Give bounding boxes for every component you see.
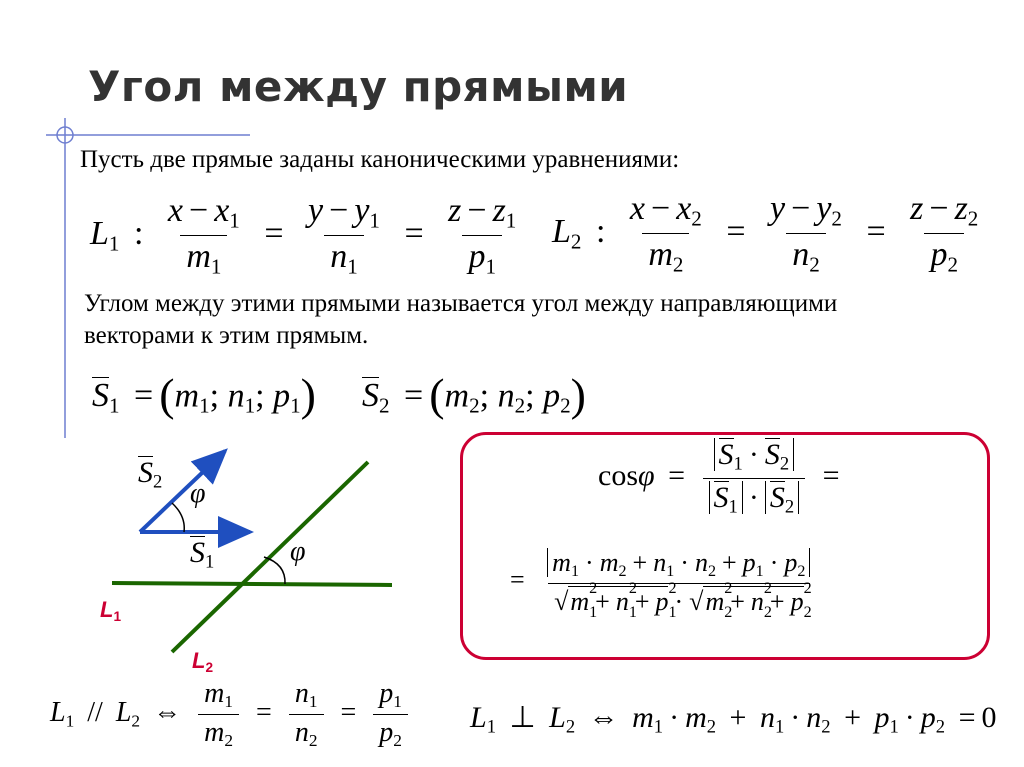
vector-s1-definition: $S_1 = (m_1$; $n_1$; $p_1$) xyxy=(92,369,316,420)
cosine-formula-bottom: = $m_1 \cdot m_2 + n_1 \cdot n_2 + p_1 \cdot p_2$ √m 2 1 + n 2 1 + p 2 1 · √m 2 2 + n 2 2 + p 2 2 xyxy=(510,548,812,622)
vector-s2-definition: $S_2 = (m_2$; $n_2$; $p_2$) xyxy=(362,369,586,420)
angle-arc-top xyxy=(172,503,184,532)
angle-label-bottom: φ xyxy=(290,536,306,567)
label-l1: $L_1$ xyxy=(100,597,122,625)
perpendicular-condition: $L_1$ ⊥ $L_2$ ⇔ $m_1 \cdot m_2 + n_1 \cdot n_2 + p_1 \cdot p_2 = 0$ xyxy=(470,701,997,738)
label-s1: $S_1$ xyxy=(190,536,215,573)
label-s2: $S_2$ xyxy=(138,456,163,493)
page-title: Угол между прямыми xyxy=(88,62,629,111)
line-l1 xyxy=(112,583,392,585)
definition-line-2: векторами к этим прямым. xyxy=(84,322,369,349)
l1-label: $L_1$ xyxy=(90,214,120,255)
intro-text: Пусть две прямые заданы каноническими уравнениями: xyxy=(80,146,680,173)
l2-label: $L_2$ xyxy=(552,212,582,253)
cosine-formula-top: cosφ = $\frac{S_1 \cdot S_2}{S_1 \cdot S_2}$ = xyxy=(598,438,840,518)
angle-label-top: φ xyxy=(190,478,206,509)
line-l1-equation: $L_1$ : $\frac{x - x_1}{m_1}$ = $\frac{y - y_1}{n_1}$ = $\frac{z - z_1}{p_1}$ xyxy=(90,192,517,279)
line-l2-equation: $L_2$ : $\frac{x - x_2}{m_2}$ = $\frac{y - y_2}{n_2}$ = $\frac{z - z_2}{p_2}$ xyxy=(552,190,979,277)
label-l2: $L_2$ xyxy=(192,648,214,676)
parallel-condition: $L_1 // L_2$ ⇔ $\frac{m_1}{m_2}$ = $\frac{n_1}{n_2}$ = $\frac{p_1}{p_2}$ xyxy=(50,678,412,751)
definition-line-1: Углом между этими прямыми называется угол между направляющими xyxy=(84,290,838,317)
